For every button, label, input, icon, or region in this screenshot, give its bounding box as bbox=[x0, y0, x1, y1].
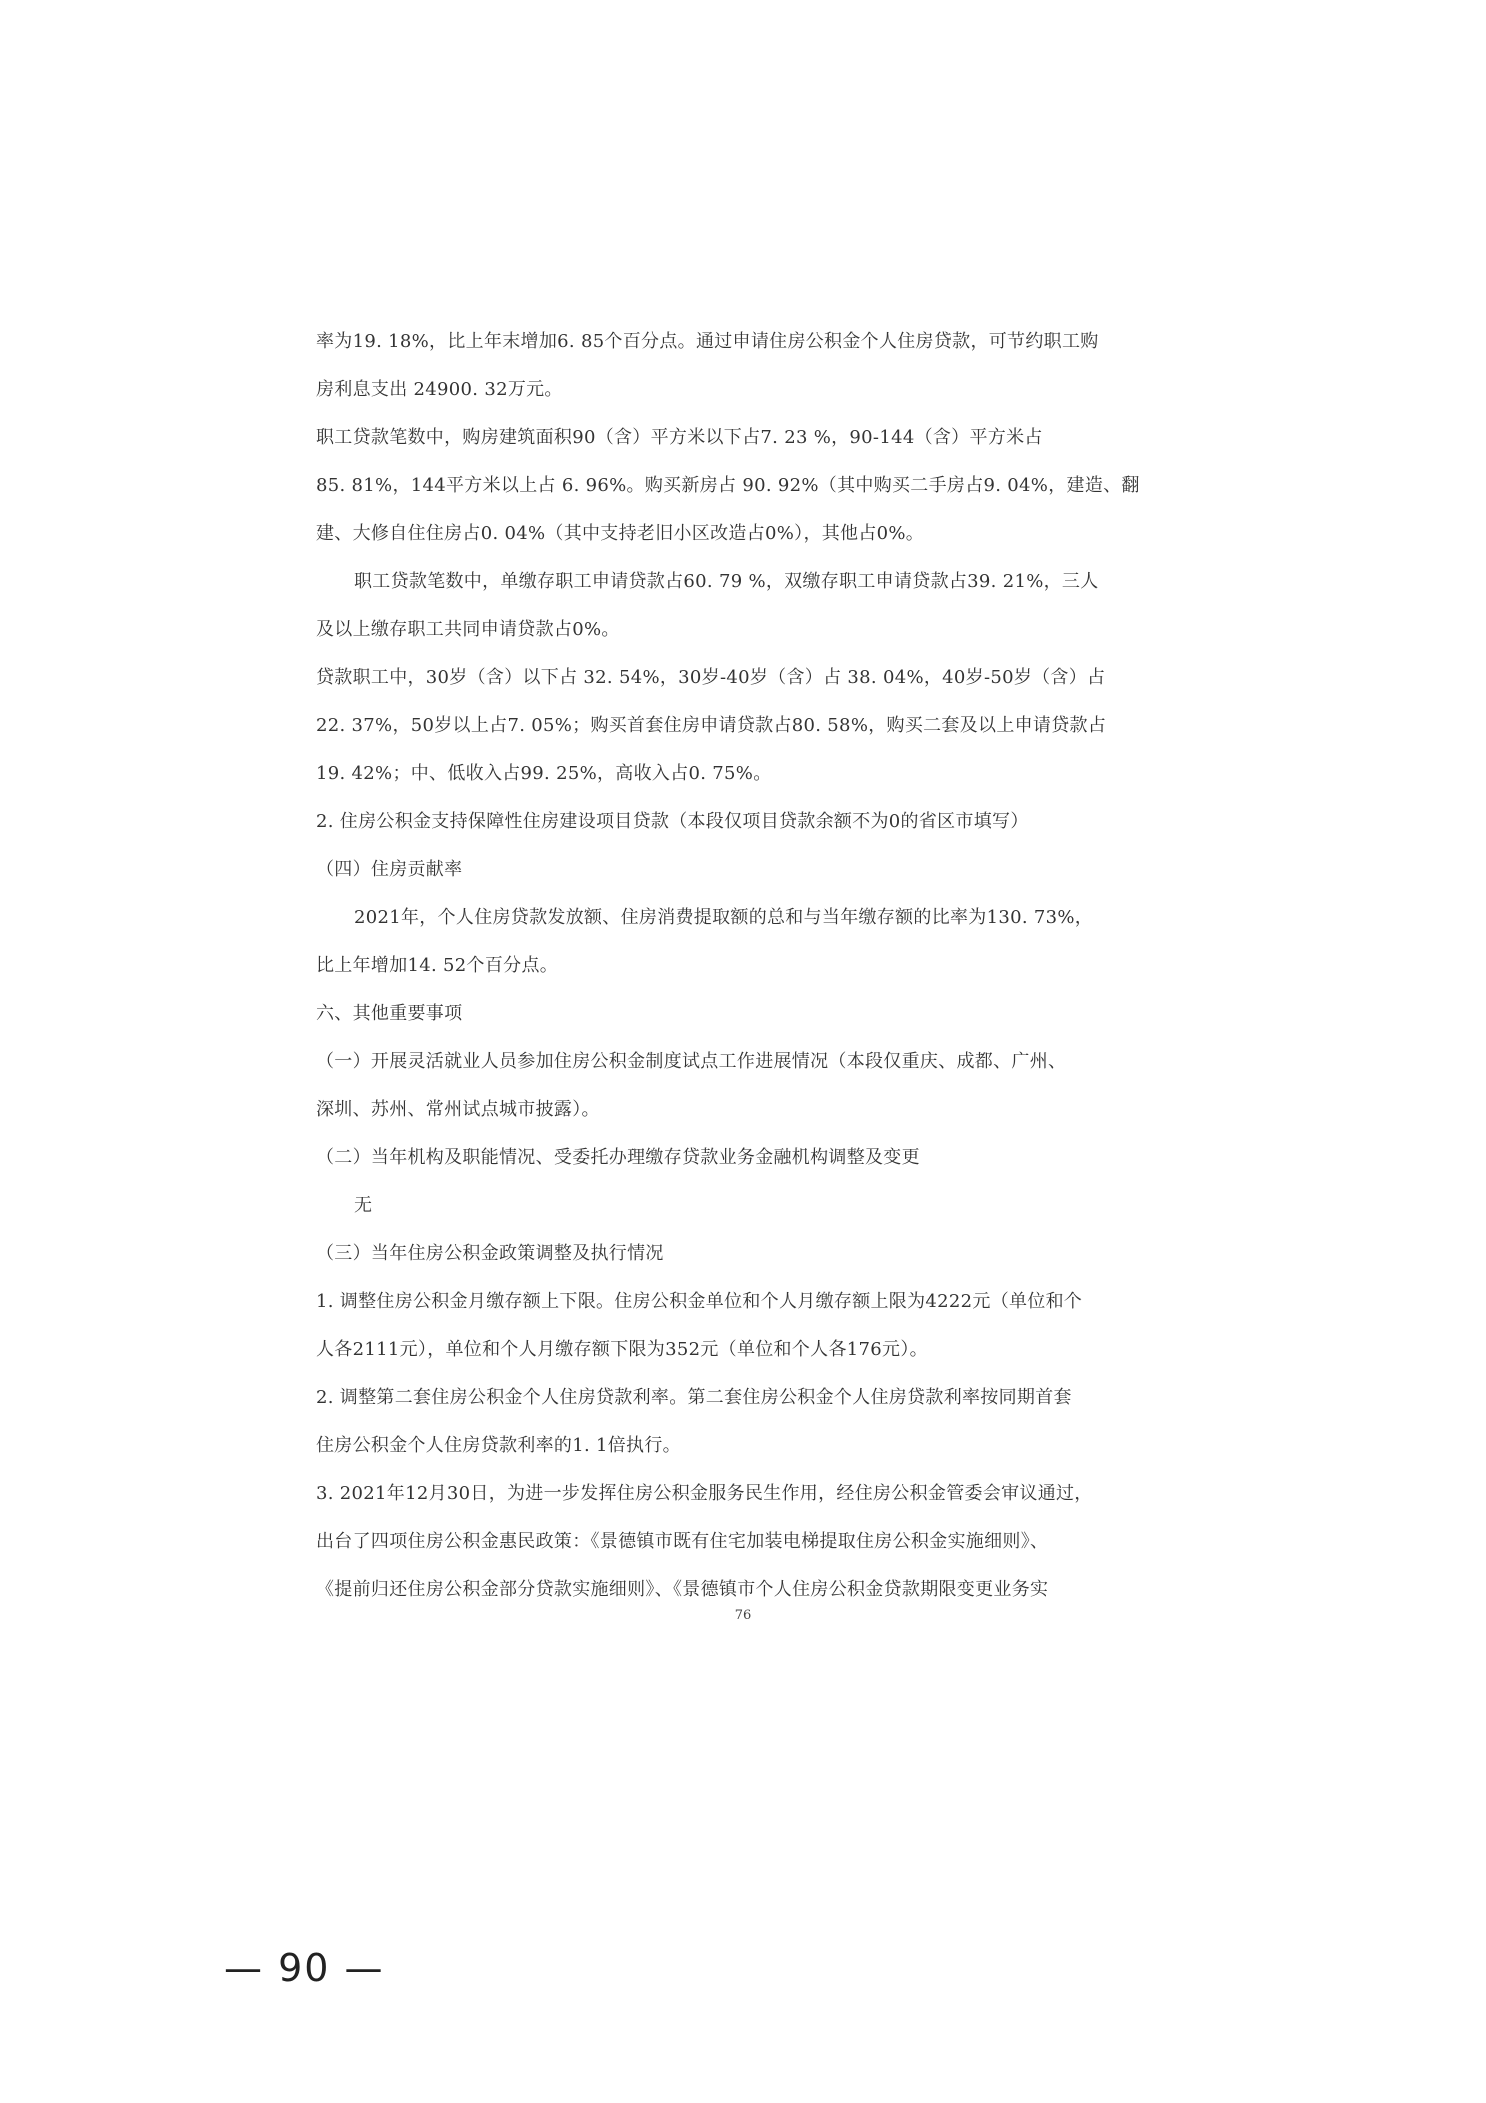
body-line: 19. 42%；中、低收入占99. 25%，高收入占0. 75%。 bbox=[316, 763, 772, 784]
body-line: 85. 81%，144平方米以上占 6. 96%。购买新房占 90. 92%（其中购买二手房占9. 04%，建造、翻 bbox=[316, 475, 1140, 496]
section-heading: （二）当年机构及职能情况、受委托办理缴存贷款业务金融机构调整及变更 bbox=[316, 1147, 920, 1168]
body-line: 职工贷款笔数中，购房建筑面积90（含）平方米以下占7. 23 %，90-144（含）平方米占 bbox=[316, 427, 1043, 448]
body-line: 3. 2021年12月30日，为进一步发挥住房公积金服务民生作用，经住房公积金管委会审议通过， bbox=[316, 1483, 1093, 1504]
section-heading: （四）住房贡献率 bbox=[316, 859, 463, 880]
body-line: 职工贷款笔数中，单缴存职工申请贷款占60. 79 %，双缴存职工申请贷款占39. 21%，三人 bbox=[354, 571, 1099, 592]
body-line: 房利息支出 24900. 32万元。 bbox=[316, 379, 563, 400]
section-heading: 六、其他重要事项 bbox=[316, 1003, 463, 1024]
section-heading: （一）开展灵活就业人员参加住房公积金制度试点工作进展情况（本段仅重庆、成都、广州、 bbox=[316, 1051, 1067, 1072]
body-line: 无 bbox=[354, 1195, 373, 1216]
body-line: 1. 调整住房公积金月缴存额上下限。住房公积金单位和个人月缴存额上限为4222元（单位和个 bbox=[316, 1291, 1083, 1312]
body-line: 2. 调整第二套住房公积金个人住房贷款利率。第二套住房公积金个人住房贷款利率按同期首套 bbox=[316, 1387, 1072, 1408]
body-line: 深圳、苏州、常州试点城市披露）。 bbox=[316, 1099, 600, 1120]
body-line: 率为19. 18%，比上年末增加6. 85个百分点。通过申请住房公积金个人住房贷款，可节约职工购 bbox=[316, 331, 1099, 352]
body-line: 人各2111元），单位和个人月缴存额下限为352元（单位和个人各176元）。 bbox=[316, 1339, 928, 1360]
outer-page-number: — 90 — bbox=[224, 1946, 385, 1990]
body-line: 《提前归还住房公积金部分贷款实施细则》、《景德镇市个人住房公积金贷款期限变更业务实 bbox=[316, 1579, 1049, 1600]
body-line: 建、大修自住住房占0. 04%（其中支持老旧小区改造占0%），其他占0%。 bbox=[316, 523, 925, 544]
body-line: 贷款职工中，30岁（含）以下占 32. 54%，30岁-40岁（含）占 38. 04%，40岁-50岁（含）占 bbox=[316, 667, 1106, 688]
body-line: 2021年，个人住房贷款发放额、住房消费提取额的总和与当年缴存额的比率为130. 73%， bbox=[354, 907, 1094, 928]
body-line: 22. 37%，50岁以上占7. 05%；购买首套住房申请贷款占80. 58%，购买二套及以上申请贷款占 bbox=[316, 715, 1107, 736]
body-line: 及以上缴存职工共同申请贷款占0%。 bbox=[316, 619, 620, 640]
section-heading: （三）当年住房公积金政策调整及执行情况 bbox=[316, 1243, 664, 1264]
inner-page-number: 76 bbox=[734, 1608, 752, 1623]
body-line: 出台了四项住房公积金惠民政策：《景德镇市既有住宅加装电梯提取住房公积金实施细则》、 bbox=[316, 1531, 1049, 1552]
body-line: 比上年增加14. 52个百分点。 bbox=[316, 955, 559, 976]
section-heading: 2. 住房公积金支持保障性住房建设项目贷款（本段仅项目贷款余额不为0的省区市填写） bbox=[316, 811, 1029, 832]
body-line: 住房公积金个人住房贷款利率的1. 1倍执行。 bbox=[316, 1435, 681, 1456]
